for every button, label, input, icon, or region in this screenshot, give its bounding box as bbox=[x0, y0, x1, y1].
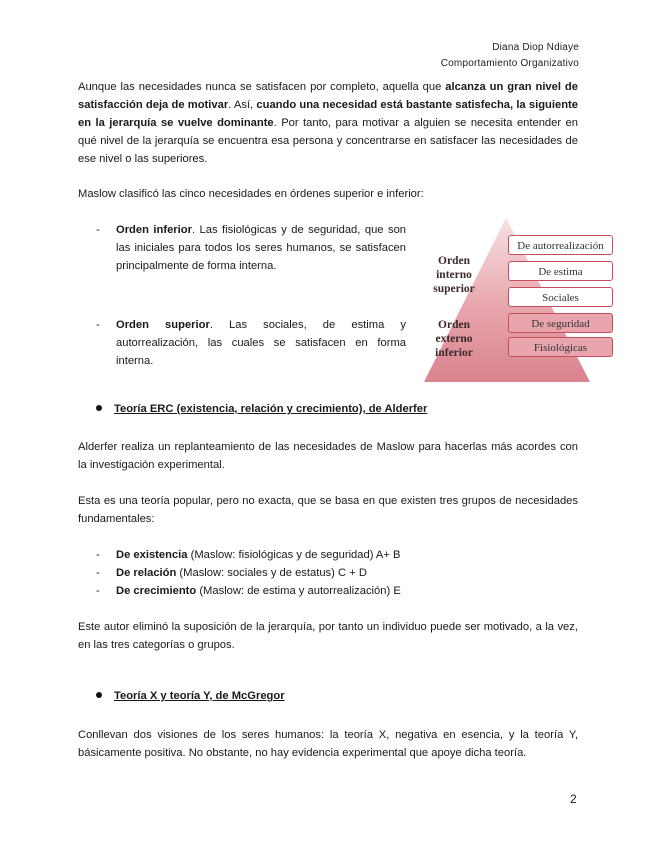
dash-marker: - bbox=[96, 224, 100, 236]
crecimiento-label: De crecimiento bbox=[116, 585, 197, 597]
list-item-existencia bbox=[78, 546, 401, 564]
orden-superior-label: Orden superior bbox=[116, 319, 210, 331]
orden-list bbox=[78, 221, 406, 370]
crecimiento-text: (Maslow: de estima y autorrealización) E bbox=[196, 585, 401, 597]
label-line: Orden bbox=[438, 255, 470, 267]
dash-marker: - bbox=[96, 549, 100, 561]
pyramid-level-seguridad: De seguridad bbox=[508, 313, 613, 333]
heading-teoria-erc bbox=[96, 403, 427, 415]
para1-bold-2: cuando una necesidad está bastante satisfecha, la siguiente en la jerarquía se vuelve dominante bbox=[78, 99, 578, 129]
pyramid-level-autorrealizacion: De autorrealización bbox=[508, 235, 613, 255]
list-item-crecimiento bbox=[78, 582, 401, 600]
list-item-relacion bbox=[78, 564, 401, 582]
paragraph-teoria-popular: Esta es una teoría popular, pero no exacta, que se basa en que existen tres grupos de necesidades fundamentales: bbox=[78, 495, 578, 525]
para1-bold-1: alcanza un gran nivel de satisfacción deja de motivar bbox=[78, 81, 578, 111]
header-author: Diana Diop Ndiaye bbox=[492, 42, 579, 53]
dash-marker: - bbox=[96, 319, 100, 331]
paragraph-mcgregor: Conllevan dos visiones de los seres humanos: la teoría X, negativa en esencia, y la teoría Y, básicamente positiva. No obstante, no hay evidencia experimental que apoye dicha teoría. bbox=[78, 729, 578, 759]
erc-list bbox=[78, 546, 401, 600]
label-line: Orden bbox=[438, 319, 470, 331]
para1-text-2: . Así, bbox=[228, 99, 257, 111]
relacion-text: (Maslow: sociales y de estatus) C + D bbox=[176, 567, 367, 579]
page-number: 2 bbox=[570, 792, 577, 806]
header-subject: Comportamiento Organizativo bbox=[440, 58, 579, 69]
pyramid-label-inferior bbox=[422, 318, 486, 360]
label-line: superior bbox=[433, 283, 475, 295]
dash-marker: - bbox=[96, 567, 100, 579]
para1-text-3: . Por tanto, para motivar a alguien se necesita entender en qué nivel de la jerarquía se encuentra esa persona y concentrarse en satisfacer las necesidades de ese nivel o las superiores. bbox=[78, 117, 578, 165]
paragraph-motivation bbox=[78, 78, 578, 168]
para1-text-1: Aunque las necesidades nunca se satisfacen por completo, aquella que bbox=[78, 81, 446, 93]
pyramid-level-estima: De estima bbox=[508, 261, 613, 281]
label-line: interno bbox=[436, 269, 472, 281]
paragraph-jerarquia: Este autor eliminó la suposición de la jerarquía, por tanto un individuo puede ser motivado, a la vez, en las tres categorías o grupos. bbox=[78, 621, 578, 651]
list-item-orden-inferior bbox=[78, 221, 406, 275]
orden-inferior-text: . Las fisiológicas y de seguridad, que son las iniciales para todos los seres humanos, se satisfacen principalmente de forma interna. bbox=[116, 224, 407, 272]
paragraph-alderfer: Alderfer realiza un replanteamiento de las necesidades de Maslow para hacerlas más acordes con la investigación experimental. bbox=[78, 441, 578, 471]
pyramid-level-sociales: Sociales bbox=[508, 287, 613, 307]
list-item-orden-superior bbox=[78, 316, 406, 370]
paragraph-maslow-classification: Maslow clasificó las cinco necesidades en órdenes superior e inferior: bbox=[78, 188, 424, 200]
label-line: externo bbox=[435, 333, 473, 345]
bullet-icon bbox=[96, 405, 102, 411]
existencia-label: De existencia bbox=[116, 549, 188, 561]
relacion-label: De relación bbox=[116, 567, 177, 579]
label-line: inferior bbox=[435, 347, 473, 359]
heading-text: Teoría X y teoría Y, de McGregor bbox=[114, 690, 285, 702]
heading-teoria-xy bbox=[96, 690, 285, 702]
existencia-text: (Maslow: fisiológicas y de seguridad) A+ B bbox=[187, 549, 401, 561]
orden-superior-text: . Las sociales, de estima y autorrealización, las cuales se satisfacen en forma interna. bbox=[116, 319, 406, 367]
dash-marker: - bbox=[96, 585, 100, 597]
pyramid-level-fisiologicas: Fisiológicas bbox=[508, 337, 613, 357]
page-header bbox=[441, 40, 579, 72]
orden-inferior-label: Orden inferior bbox=[116, 224, 192, 236]
heading-text: Teoría ERC (existencia, relación y crecimiento), de Alderfer bbox=[114, 403, 428, 415]
bullet-icon bbox=[96, 692, 102, 698]
pyramid-label-superior bbox=[422, 254, 486, 296]
